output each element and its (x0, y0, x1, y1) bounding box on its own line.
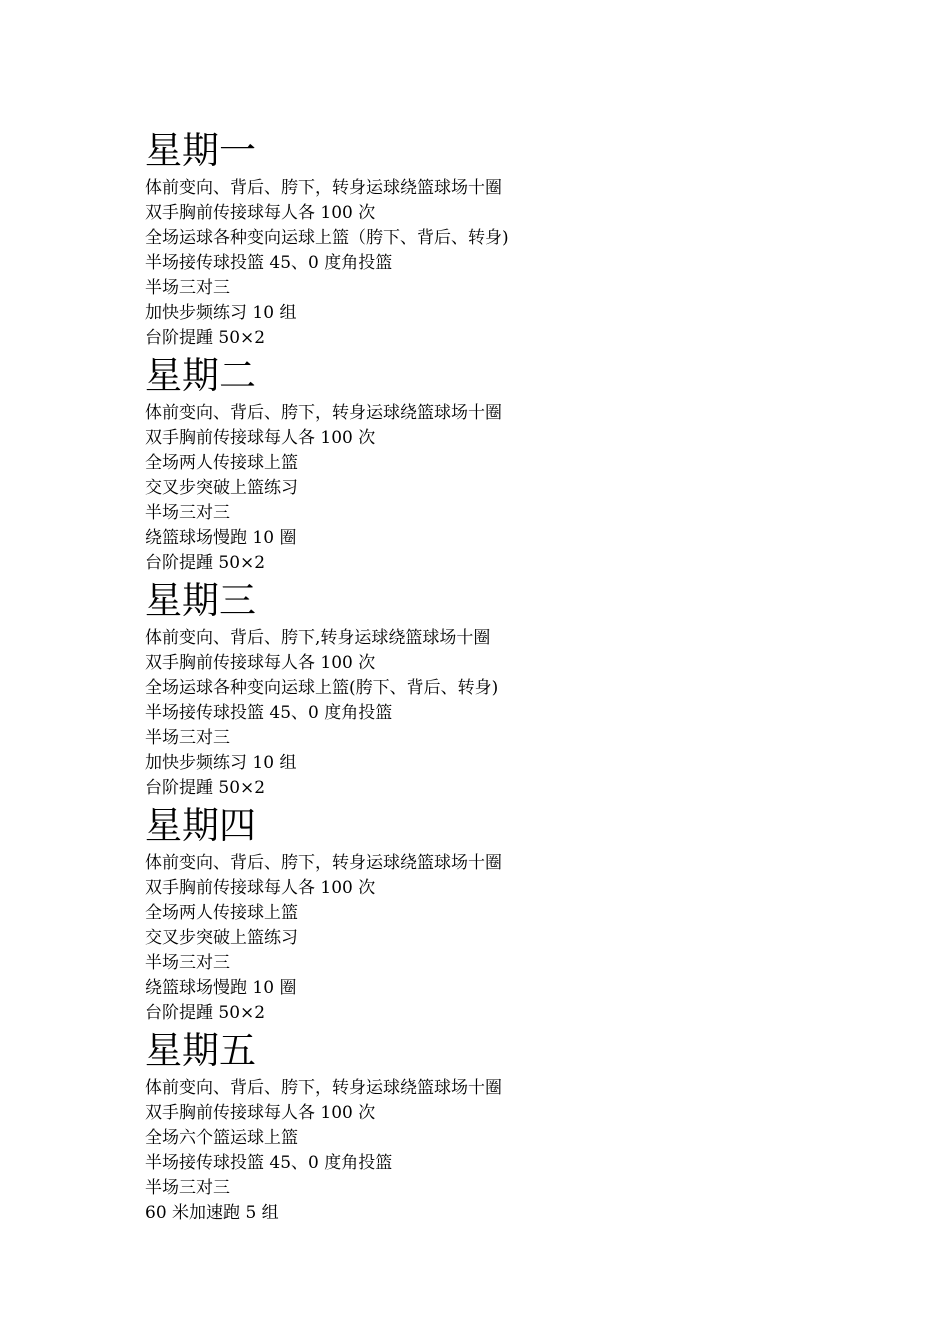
exercise-item: 双手胸前传接球每人各 100 次 (145, 1103, 376, 1123)
training-schedule (145, 126, 845, 1226)
exercise-item: 双手胸前传接球每人各 100 次 (145, 878, 376, 898)
exercise-item: 交叉步突破上篮练习 (145, 928, 298, 948)
exercise-item: 台阶提踵 50×2 (145, 778, 266, 798)
exercise-item: 体前变向、背后、胯下,转身运球绕篮球场十圈 (145, 628, 491, 648)
exercise-item: 加快步频练习 10 组 (145, 303, 297, 323)
exercise-item: 双手胸前传接球每人各 100 次 (145, 203, 376, 223)
day-section-monday (145, 126, 845, 351)
exercise-item: 台阶提踵 50×2 (145, 328, 266, 348)
exercise-item: 半场接传球投篮 45、0 度角投篮 (145, 1153, 393, 1173)
day-title: 星期一 (145, 129, 256, 172)
exercise-item: 全场两人传接球上篮 (145, 903, 298, 923)
exercise-item: 交叉步突破上篮练习 (145, 478, 298, 498)
exercise-item: 台阶提踵 50×2 (145, 553, 266, 573)
exercise-list (145, 1076, 845, 1226)
exercise-item: 双手胸前传接球每人各 100 次 (145, 653, 376, 673)
exercise-list (145, 851, 845, 1026)
day-section-thursday (145, 801, 845, 1026)
exercise-item: 半场接传球投篮 45、0 度角投篮 (145, 703, 393, 723)
day-title: 星期二 (145, 354, 256, 397)
day-title: 星期三 (145, 579, 256, 622)
day-section-friday (145, 1026, 845, 1226)
exercise-list (145, 626, 845, 801)
day-section-wednesday (145, 576, 845, 801)
exercise-item: 台阶提踵 50×2 (145, 1003, 266, 1023)
exercise-item: 半场三对三 (145, 503, 230, 523)
exercise-item: 半场三对三 (145, 1178, 230, 1198)
exercise-item: 全场六个篮运球上篮 (145, 1128, 298, 1148)
exercise-item: 半场接传球投篮 45、0 度角投篮 (145, 253, 393, 273)
day-section-tuesday (145, 351, 845, 576)
exercise-item: 绕篮球场慢跑 10 圈 (145, 528, 297, 548)
exercise-item: 半场三对三 (145, 278, 230, 298)
exercise-item: 加快步频练习 10 组 (145, 753, 297, 773)
exercise-list (145, 176, 845, 351)
exercise-item: 体前变向、背后、胯下，转身运球绕篮球场十圈 (145, 403, 502, 423)
exercise-item: 体前变向、背后、胯下，转身运球绕篮球场十圈 (145, 178, 502, 198)
exercise-item: 半场三对三 (145, 728, 230, 748)
exercise-item: 全场两人传接球上篮 (145, 453, 298, 473)
day-title: 星期四 (145, 804, 256, 847)
exercise-item: 体前变向、背后、胯下，转身运球绕篮球场十圈 (145, 853, 502, 873)
exercise-item: 双手胸前传接球每人各 100 次 (145, 428, 376, 448)
exercise-item: 全场运球各种变向运球上篮(胯下、背后、转身) (145, 678, 499, 698)
exercise-item: 体前变向、背后、胯下，转身运球绕篮球场十圈 (145, 1078, 502, 1098)
exercise-item: 绕篮球场慢跑 10 圈 (145, 978, 297, 998)
exercise-item: 全场运球各种变向运球上篮（胯下、背后、转身) (145, 228, 509, 248)
day-title: 星期五 (145, 1029, 256, 1072)
exercise-list (145, 401, 845, 576)
exercise-item: 60 米加速跑 5 组 (145, 1203, 279, 1223)
exercise-item: 半场三对三 (145, 953, 230, 973)
